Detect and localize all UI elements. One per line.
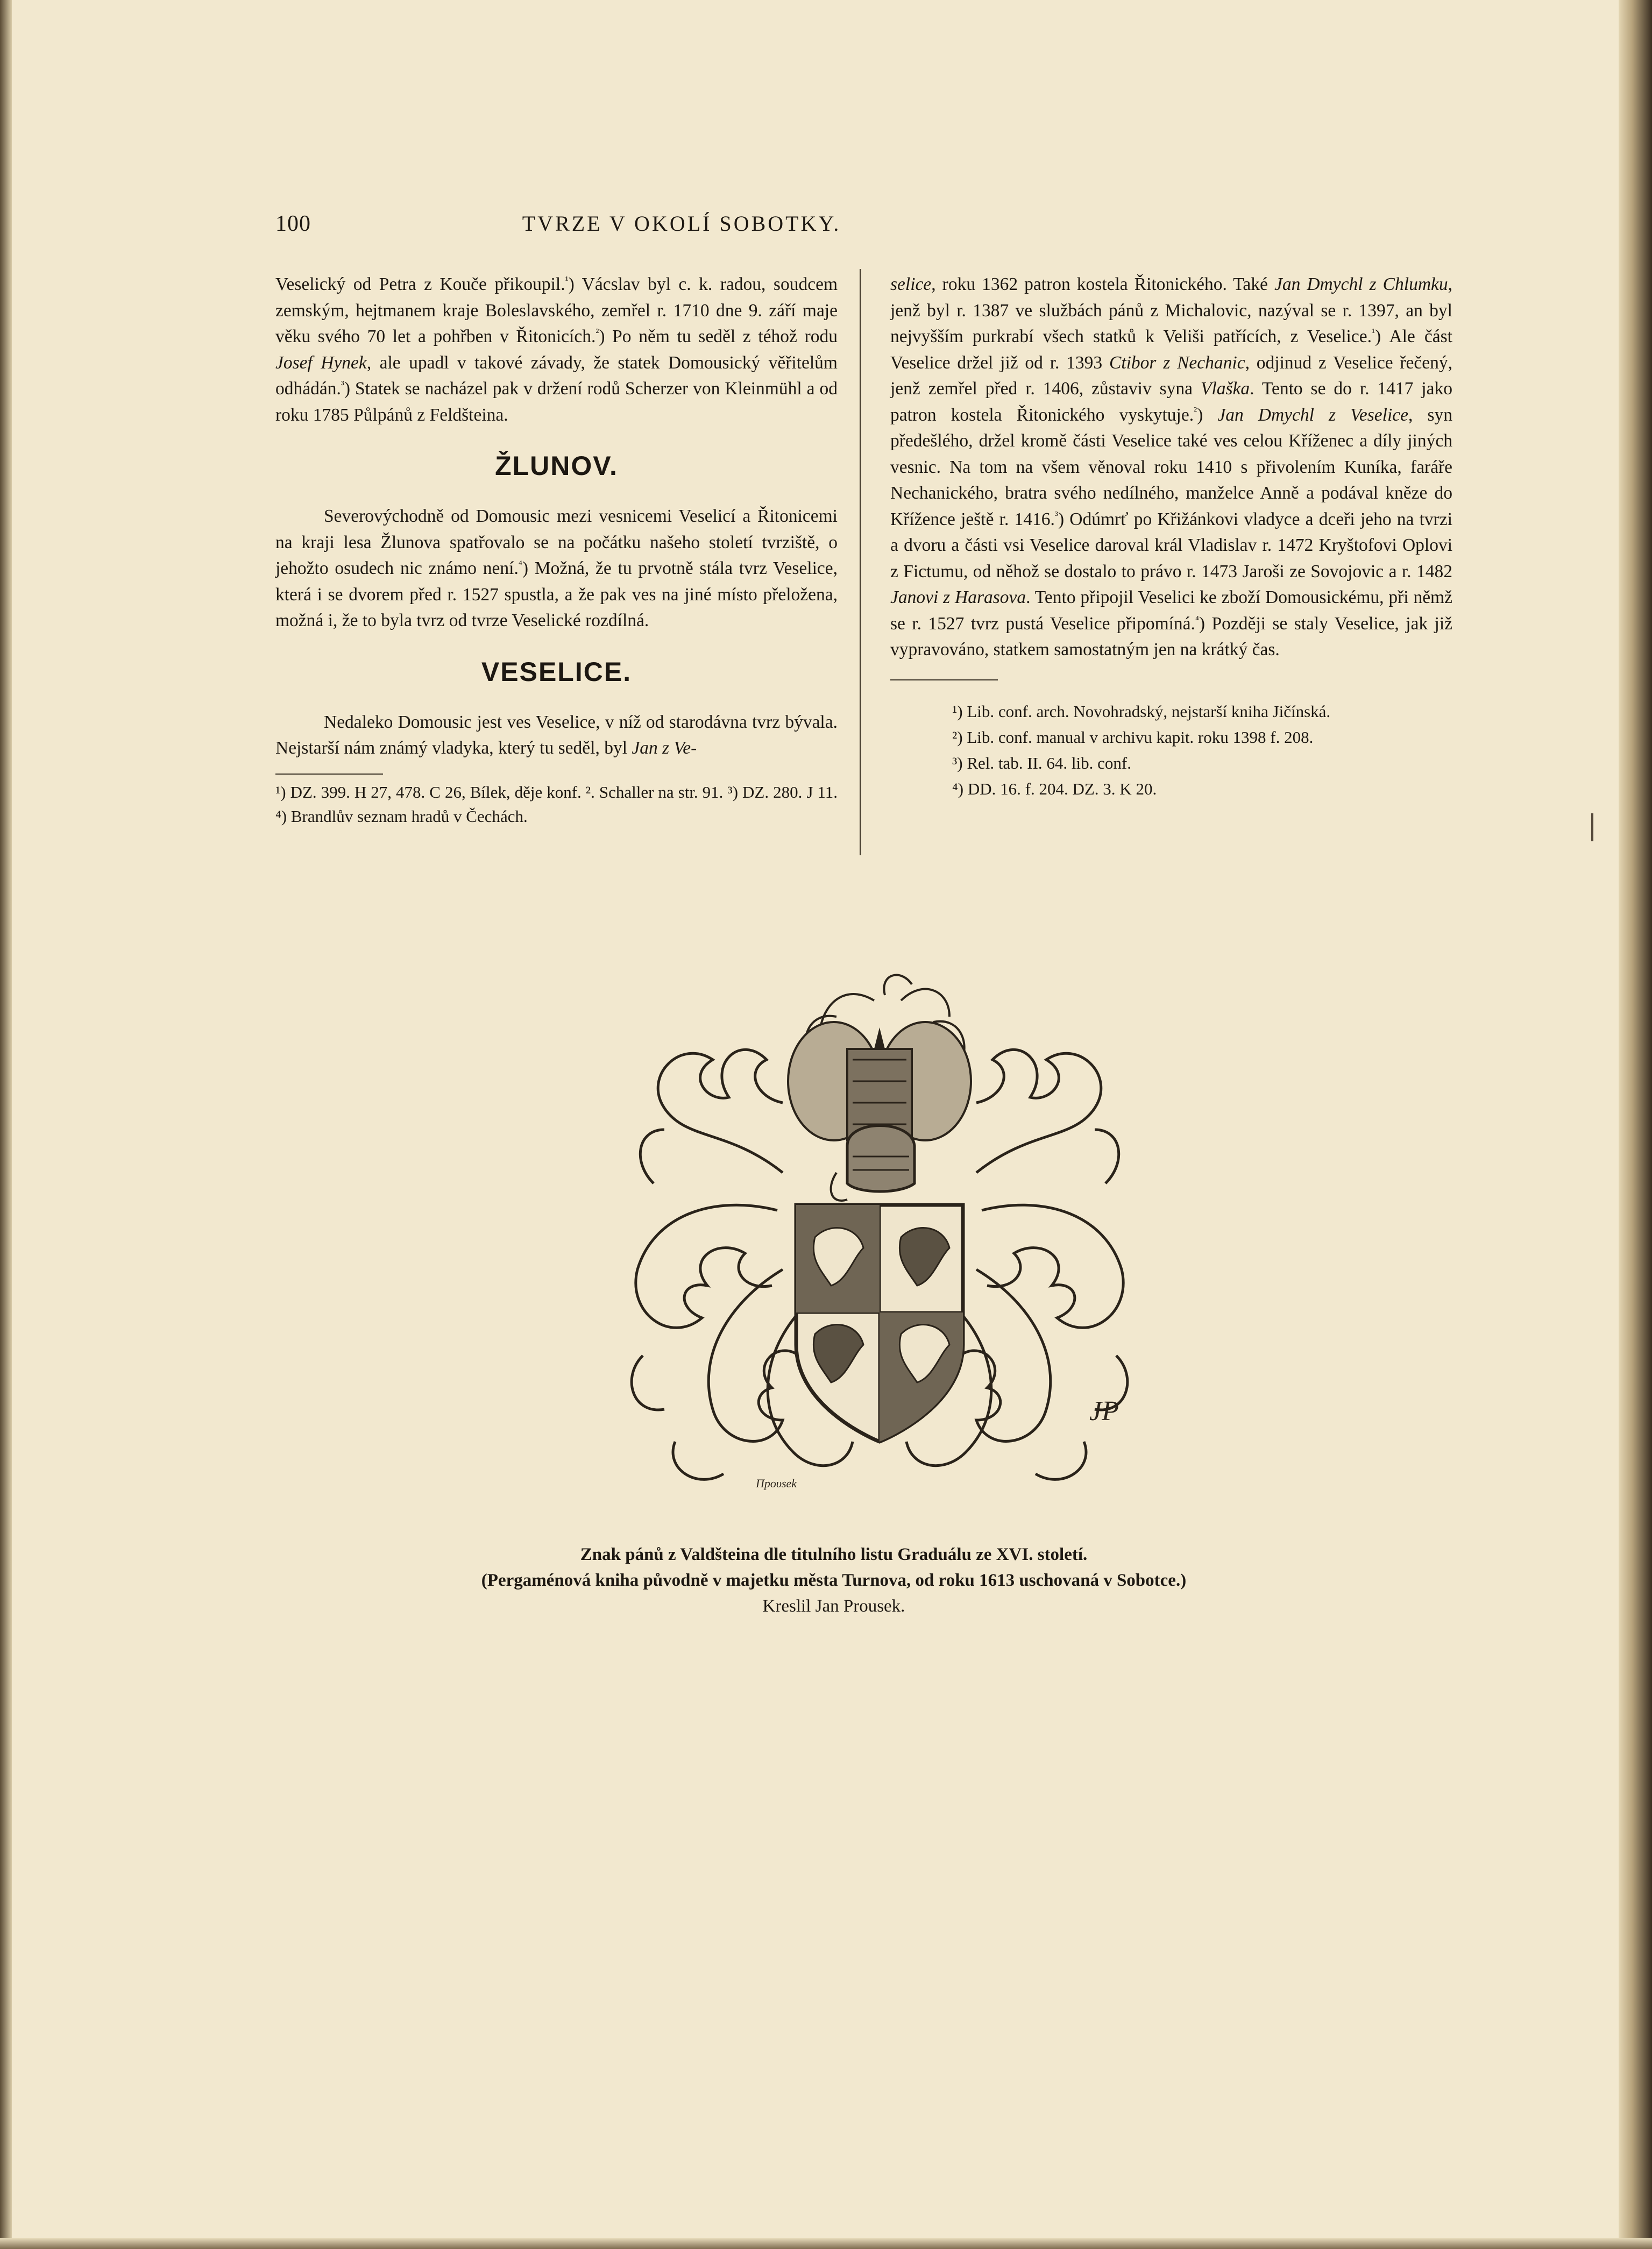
zlunov-paragraph xyxy=(275,503,838,634)
footnote-rule xyxy=(275,774,383,775)
figure-caption xyxy=(409,1542,1259,1619)
person-name: Janovi z Harasova xyxy=(890,587,1026,607)
caption-line-1: Znak pánů z Valdšteina dle titulního listu Graduálu ze XVI. století. xyxy=(580,1545,1088,1564)
person-name: Jan Dmychl z Veselice xyxy=(1217,405,1409,425)
text-run: ) Odúmrť po Křižánkovi vladyce a dceři jeho na tvrzi a dvoru a části vsi Veselice daroval král Vladislav r. 1472 Kryštofovi Oplovi z Fictumu, od něhož se dostalo to právo r. 1473 Jaroši ze Sovojovic a r. 1482 xyxy=(890,509,1452,581)
footnote-4: ⁴) DD. 16. f. 204. DZ. 3. K 20. xyxy=(952,779,1157,798)
text-run: ) Možná, že tu prvotně stála tvrz Veselice, která i se dvorem před r. 1527 spustla, a že pak ves na jiné místo přeložena, možná i, že to byla tvrz od tvrze Veselické rozdílná. xyxy=(275,558,838,630)
footnote-ref: ⁴ xyxy=(518,558,522,570)
footnote-ref: ² xyxy=(595,327,599,338)
text-run: ) xyxy=(1197,405,1218,425)
place-name: selice xyxy=(890,274,932,294)
footnote-2: ²) Lib. conf. manual v archivu kapit. roku 1398 f. 208. xyxy=(952,727,1314,747)
text-run: ) Později se staly Veselice, jak již vypravováno, statkem samostatným jen na krátký čas. xyxy=(890,613,1452,659)
artist-signature: Прoυsek xyxy=(756,1477,797,1490)
footnote-rule xyxy=(890,679,998,680)
intro-paragraph xyxy=(275,272,838,428)
person-name: Ctibor z Nechanic xyxy=(1109,352,1245,373)
person-name: Vlaška xyxy=(1200,379,1250,399)
person-name: Jan Dmychl z Chlumku xyxy=(1274,274,1448,294)
column-divider xyxy=(860,269,861,855)
caption-line-2: (Pergaménová kniha původně v majetku města Turnova, od roku 1613 uschovaná v Sobotce.) xyxy=(481,1571,1187,1590)
caption-line-3: Kreslil Jan Prousek. xyxy=(762,1597,905,1616)
right-paragraph xyxy=(890,272,1452,663)
footnote-ref: ¹ xyxy=(565,274,569,286)
footnotes-left: ¹) DZ. 399. H 27, 478. C 26, Bílek, děje konf. ². Schaller na str. 91. ³) DZ. 280. J 11. ⁴) Brandlův seznam hradů v Čechách. xyxy=(275,782,838,826)
footnotes-right xyxy=(890,679,1452,802)
footnote-3: ³) Rel. tab. II. 64. lib. conf. xyxy=(952,753,1131,772)
footnote-ref: ² xyxy=(1194,405,1197,417)
person-name: Josef Hynek xyxy=(275,352,367,373)
footnote-ref: ⁴ xyxy=(1195,613,1199,626)
artist-monogram: JP xyxy=(1089,1396,1119,1427)
text-run: Veselický od Petra z Kouče přikoupil. xyxy=(275,274,565,294)
footnote-ref: ³ xyxy=(341,379,344,391)
text-run: Severovýchodně od Domousic mezi vesnicemi Veselicí a Řitonicemi na kraji lesa Žlunova spatřovalo se na počátku našeho století tvrziště, o jehožto osudech nic známo není. xyxy=(275,506,838,578)
text-run: , roku 1362 patron kostela Řitonického. Také xyxy=(931,274,1274,294)
text-run: ) Statek se nacházel pak v držení rodů Scherzer von Kleinmühl a od roku 1785 Půlpánů z Feldšteina. xyxy=(275,379,838,425)
page-edge-right xyxy=(1619,0,1652,2249)
text-run: . Tento připojil Veselici ke zboží Domousickému, při němž se r. 1527 tvrz pustá Veselice připomíná. xyxy=(890,587,1452,634)
page-number: 100 xyxy=(275,211,311,236)
text-run: ) Vácslav byl c. k. radou, soudcem zemským, hejtmanem kraje Boleslavského, zemřel r. 1710 dne 9. září maje věku svého 70 let a pohřben v Řitonicích. xyxy=(275,274,838,346)
text-run: . Tento se do r. 1417 jako patron kostela Řitonického vyskytuje. xyxy=(890,379,1452,425)
footnote-ref: ¹ xyxy=(1371,327,1375,338)
text-run: , ale upadl v takové závady, že statek Domousický věřitelům odhádán. xyxy=(275,352,838,399)
text-run: ) Ale část Veselice držel již od r. 1393 xyxy=(890,327,1452,373)
text-run: Nedaleko Domousic jest ves Veselice, v níž od starodávna tvrz bývala. Nejstarší nám známý vladyka, který tu seděl, byl xyxy=(275,712,838,758)
coat-of-arms-illustration xyxy=(621,968,1138,1512)
page-edge-bottom xyxy=(0,2238,1652,2249)
text-run: ) Po něm tu seděl z téhož rodu xyxy=(599,327,838,346)
text-run: , jenž byl r. 1387 ve službách pánů z Michalovic, nazýval se r. 1397, an byl nejvyšším purkrabí všech statků k Veliši patřících, z Veselice. xyxy=(890,274,1452,346)
running-title: TVRZE V OKOLÍ SOBOTKY. xyxy=(522,211,841,236)
person-name: Jan z Ve- xyxy=(632,738,697,758)
crest-stippled-wings xyxy=(788,1022,971,1140)
running-head xyxy=(275,211,1088,243)
left-column xyxy=(275,272,838,828)
veselice-paragraph xyxy=(275,710,838,762)
shield xyxy=(796,1205,963,1442)
text-run: , syn předešlého, držel kromě části Veselice také ves celou Kříženec a díly jiných vesnic. Na tom na všem věnoval roku 1410 s přivolením Kuníka, faráře Nechanického, bratra svého nedílného, manželce Anně a podával kněze do Křížence ještě r. 1416. xyxy=(890,405,1452,529)
footnote-1: ¹) Lib. conf. arch. Novohradský, nejstarší kniha Jičínská. xyxy=(952,701,1331,721)
section-heading-zlunov: ŽLUNOV. xyxy=(495,451,618,481)
stray-ink-mark xyxy=(1591,813,1593,841)
page-edge-left xyxy=(0,0,12,2249)
section-heading-veselice: VESELICE. xyxy=(481,656,632,687)
text-run: , odjinud z Veselice řečený, jenž zemřel před r. 1406, zůstaviv syna xyxy=(890,352,1452,399)
footnote-ref: ³ xyxy=(1054,509,1058,521)
right-column xyxy=(890,272,1452,802)
